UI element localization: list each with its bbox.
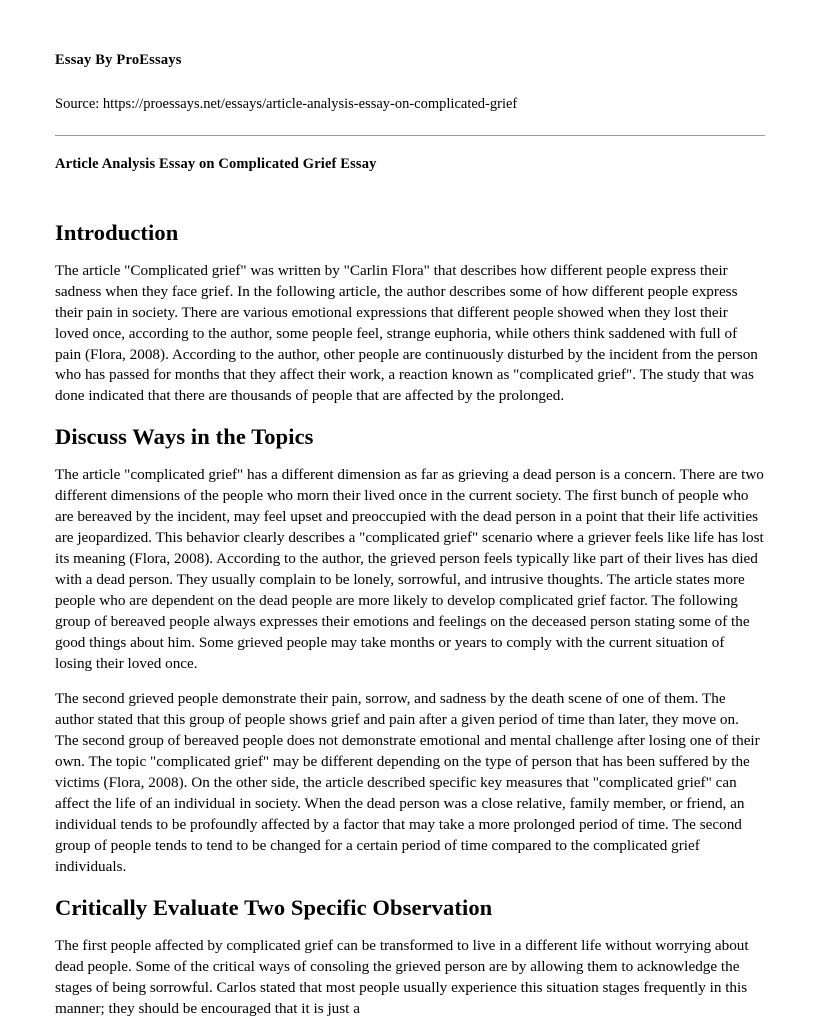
paragraph: The first people affected by complicated grief can be transformed to live in a different life without worrying about dead people. Some of the critical ways of consoling the grieved person are by allowing them to acknowledge the stages of being sorrowful. Carlos stated that most people usually experience this situation stages frequently in this manner; they should be encouraged that it is just a bbox=[55, 936, 749, 1017]
section-critically-evaluate bbox=[55, 894, 765, 1020]
document-title: Article Analysis Essay on Complicated Grief Essay bbox=[55, 155, 377, 172]
paragraph: The second grieved people demonstrate their pain, sorrow, and sadness by the death scene of one of them. The author stated that this group of people shows grief and pain after a given period of time than later, they move on. The second group of bereaved people does not demonstrate emotional and mental challenge after losing one of their own. The topic "complicated grief" may be different depending on the type of person that has been suffered by the victims (Flora, 2008). On the other side, the article described specific key measures that "complicated grief" can affect the life of an individual in society. When the dead person was a close relative, family member, or friend, an individual tends to be profoundly affected by a factor that may take a more prolonged period of time. The second group of people tends to tend to be changed for a certain period of time compared to the complicated grief individuals. bbox=[55, 690, 760, 875]
document-body bbox=[55, 219, 765, 1020]
brand-label: Essay By ProEssays bbox=[55, 52, 182, 68]
section-introduction bbox=[55, 219, 765, 408]
section-discuss-ways-in-the-topics bbox=[55, 423, 765, 877]
source-url-line: Source: https://proessays.net/essays/article-analysis-essay-on-complicated-grief bbox=[55, 96, 518, 113]
header-divider bbox=[55, 135, 765, 136]
section-heading-introduction: Introduction bbox=[55, 219, 179, 245]
paragraph: The article "Complicated grief" was written by "Carlin Flora" that describes how different people express their sadness when they face grief. In the following article, the author describes some of how different people express their pain in society. There are various emotional expressions that different people showed when they lost their loved once, according to the author, some people feel, strange euphoria, while others think saddened with full of pain (Flora, 2008). According to the author, other people are continuously disturbed by the incident from the person who has passed for months that they affect their work, a reaction known as "complicated grief". The study that was done indicated that there are thousands of people that are affected by the prolonged. bbox=[55, 261, 758, 405]
section-heading-discuss-ways: Discuss Ways in the Topics bbox=[55, 424, 314, 450]
section-heading-critically-evaluate: Critically Evaluate Two Specific Observation bbox=[55, 894, 493, 920]
paragraph: The article "complicated grief" has a different dimension as far as grieving a dead person is a concern. There are two different dimensions of the people who morn their lived once in the current society. The first bunch of people who are bereaved by the incident, may feel upset and preoccupied with the dead person in a point that their life activities are jeopardized. This behavior clearly describes a "complicated grief" scenario where a griever feels like life has lost its meaning (Flora, 2008). According to the author, the grieved person feels typically like part of their lives has died with a dead person. They usually complain to be lonely, sorrowful, and intrusive thoughts. The article states more people who are dependent on the dead people are more likely to develop complicated grief factor. The following group of bereaved people always expresses their emotions and feelings on the deceased person stating some of the good things about him. Some grieved people may take months or years to comply with the current situation of losing their loved once. bbox=[55, 466, 764, 673]
